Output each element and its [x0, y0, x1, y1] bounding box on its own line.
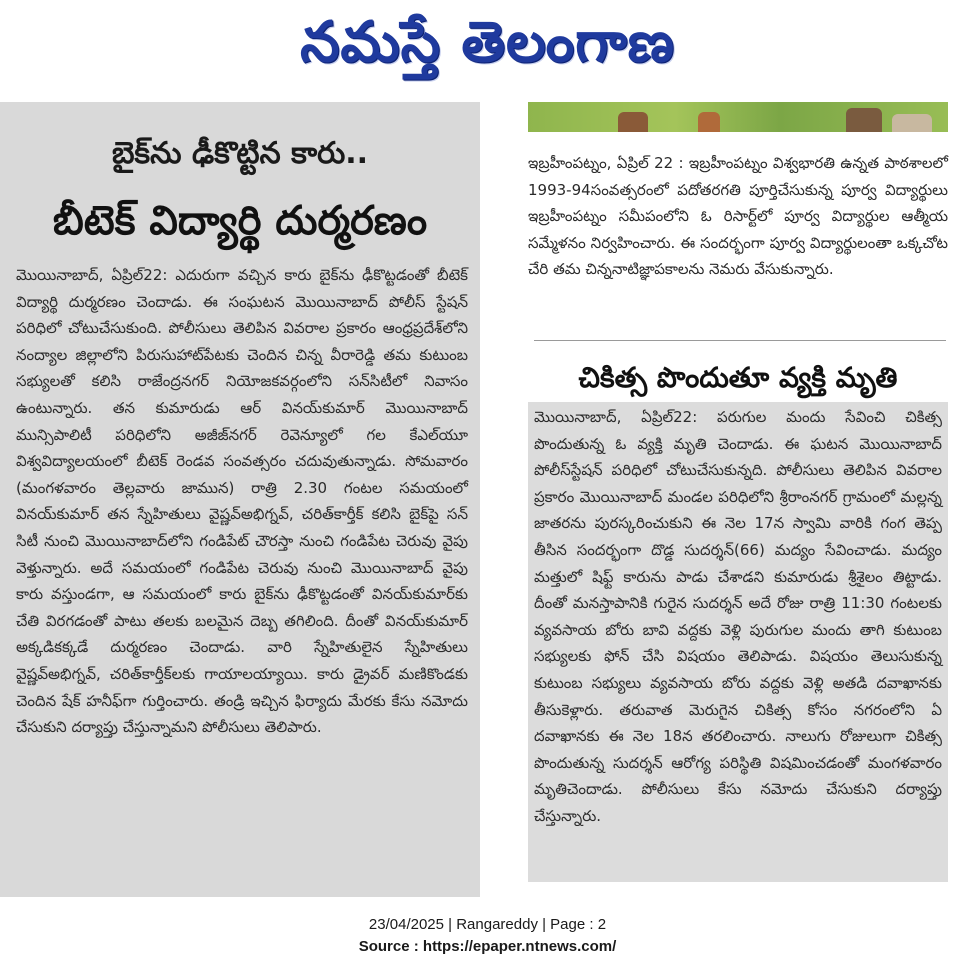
news-photo [528, 102, 948, 132]
right-bottom-article-headline: చికిత్స పొందుతూ వ్యక్తి మృతి [578, 361, 898, 394]
source-link[interactable]: Source : https://epaper.ntnews.com/ [358, 938, 617, 955]
right-top-article-body: ఇబ్రహీంపట్నం, ఏప్రిల్ 22 : ఇబ్రహీంపట్నం విశ్వభారతి ఉన్నత పాఠశాలలో 1993-94సంవత్సరంలో పదోతరగతి పూర్తిచేసుకున్న పూర్వ విద్యార్థులు ఇబ్రహీంపట్నం సమీపంలోని ఓ రిసార్ట్‌లో పూర్వ విద్యార్థుల ఆత్మీయ సమ్మేళనం నిర్వహించారు. ఈ సందర్భంగా పూర్వ విద్యార్థులంతా ఒక్కచోట చేరి తమ చిన్ననాటిజ్ఞాపకాలను నెమరు వేసుకున్నారు. [528, 154, 948, 279]
masthead [0, 0, 975, 96]
edition-info: 23/04/2025 | Rangareddy | Page : 2 [368, 916, 607, 933]
right-bottom-article-body: మొయినాబాద్, ఏప్రిల్22: పరుగుల మందు సేవించి చికిత్స పొందుతున్న ఓ వ్యక్తి మృతి చెందాడు. ఈ ఘటన మొయినాబాద్ పోలీస్‌స్టేషన్ పరిధిలో చోటుచేసుకున్నది. పోలీసులు తెలిపిన వివరాల ప్రకారం మొయినాబాద్ మండల పరిధిలోని శ్రీరాంనగర్ గ్రామంలో మల్లన్న జాతరను పురస్కరించుకుని ఈ నెల 17న స్వామి వారికి గంగ తెప్ప తీసిన సందర్భంగా దొడ్డ సుదర్శన్(66) మద్యం సేవించాడు. మద్యం మత్తులో షిఫ్ట్ కారును పాడు చేశాడని కుమారుడు శ్రీశైలం తిట్టాడు. దీంతో మనస్తాపానికి గురైన సుదర్శన్ అదే రోజు రాత్రి 11:30 గంటలకు వ్యవసాయ బోరు బావి వద్దకు వెళ్లి పురుగుల మందు తాగి కుటుంబ సభ్యులకు ఫోన్ చేసి విషయం తెలిపాడు. విషయం తెలుసుకున్న కుటుంబ సభ్యులు వ్యవసాయ బోరు వద్దకు వెళ్లి అతడి దవాఖానకు తీసుకెళ్లారు. తరువాత మెరుగైన చికిత్స కోసం నగరంలోని ఏ దవాఖానకు ఈ నెల 18న తరలించారు. నాలుగు రోజులుగా చికిత్స పొందుతున్న సుదర్శన్ ఆరోగ్య పరిస్థితి విషమించడంతో మంగళవారం మృతిచెందాడు. పోలీసులు కేసు నమోదు చేసుకుని దర్యాప్తు చేస్తున్నారు. [528, 402, 948, 882]
article-divider [534, 340, 946, 341]
photo-figure [892, 114, 932, 132]
right-news-column [512, 102, 964, 897]
left-article-body: మొయినాబాద్, ఏప్రిల్22: ఎదురుగా వచ్చిన కారు బైక్‌ను ఢీకొట్టడంతో బీటెక్ విద్యార్థి దుర్మరణం చెందాడు. ఈ సంఘటన మొయినాబాద్ పోలీస్ స్టేషన్ పరిధిలో చోటుచేసుకుంది. పోలీసులు తెలిపిన వివరాల ప్రకారం ఆంధ్రప్రదేశ్‌లోని నంద్యాల జిల్లాలోని పిరుసుహాట్‌పేటకు చెందిన చిన్న వీరారెడ్డి తమ కుటుంబ సభ్యులతో కలిసి రాజేంద్రనగర్ నియోజకవర్గంలోని సన్‌సిటీలో నివాసం ఉంటున్నారు. తన కుమారుడు ఆర్ వినయ్‌కుమార్ మొయినాబాద్ మున్సిపాలిటీ పరిధిలోని అజీజ్‌నగర్ రెవెన్యూలో గల కేఎల్‌యూ విశ్వవిద్యాలయంలో బీటెక్ రెండవ సంవత్సరం చదువుతున్నాడు. సోమవారం (మంగళవారం తెల్లవారు జామున) రాత్రి 2.30 గంటల సమయంలో వినయ్‌కుమార్ తన స్నేహితులు వైష్ణవ్‌అభిగ్నవ్, చరిత్‌కార్తీక్ కలిసి బైక్‌పై సన్ సిటీ నుంచి మొయినాబాద్‌లోని గండిపేట్ చౌరస్తా నుంచి గండిపేట చెరువు వైపు వెళ్తున్నారు. అదే సమయంలో గండిపేట చెరువు నుంచి మొయినాబాద్ వైపు కారు వస్తుండగా, ఆ సమయంలో కారు బైక్‌ను ఢీకొట్టడంతో వినయ్‌కుమార్‌కు చేతి విరగడంతో పాటు తలకు బలమైన దెబ్బ తగిలింది. దీంతో వినయ్‌కుమార్ అక్కడికక్కడే దుర్మరణం చెందాడు. వారి స్నేహితులైన స్నేహితులు వైష్ణవ్‌అభిగ్నవ్, చరిత్‌కార్తీక్‌లకు గాయాలయ్యాయి. కారు డ్రైవర్ మణికొండకు చెందిన షేక్ హనీఫ్‌గా గుర్తించారు. తండ్రి ఇచ్చిన ఫిర్యాదు మేరకు కేసు నమోదు చేసుకుని దర్యాప్తు చేస్తున్నామని పోలీసులు తెలిపారు. [16, 266, 468, 737]
page-footer [0, 914, 975, 958]
photo-figure [618, 112, 648, 132]
left-article-headline: బీటెక్ విద్యార్థి దుర్మరణం [52, 198, 428, 244]
photo-figure [698, 112, 720, 132]
left-news-clipping [0, 102, 480, 897]
photo-figure [846, 108, 882, 132]
left-article-kicker: బైక్‌ను ఢీకొట్టిన కారు.. [111, 136, 369, 171]
masthead-logo: నమస్తే తెలంగాణ [300, 9, 675, 75]
